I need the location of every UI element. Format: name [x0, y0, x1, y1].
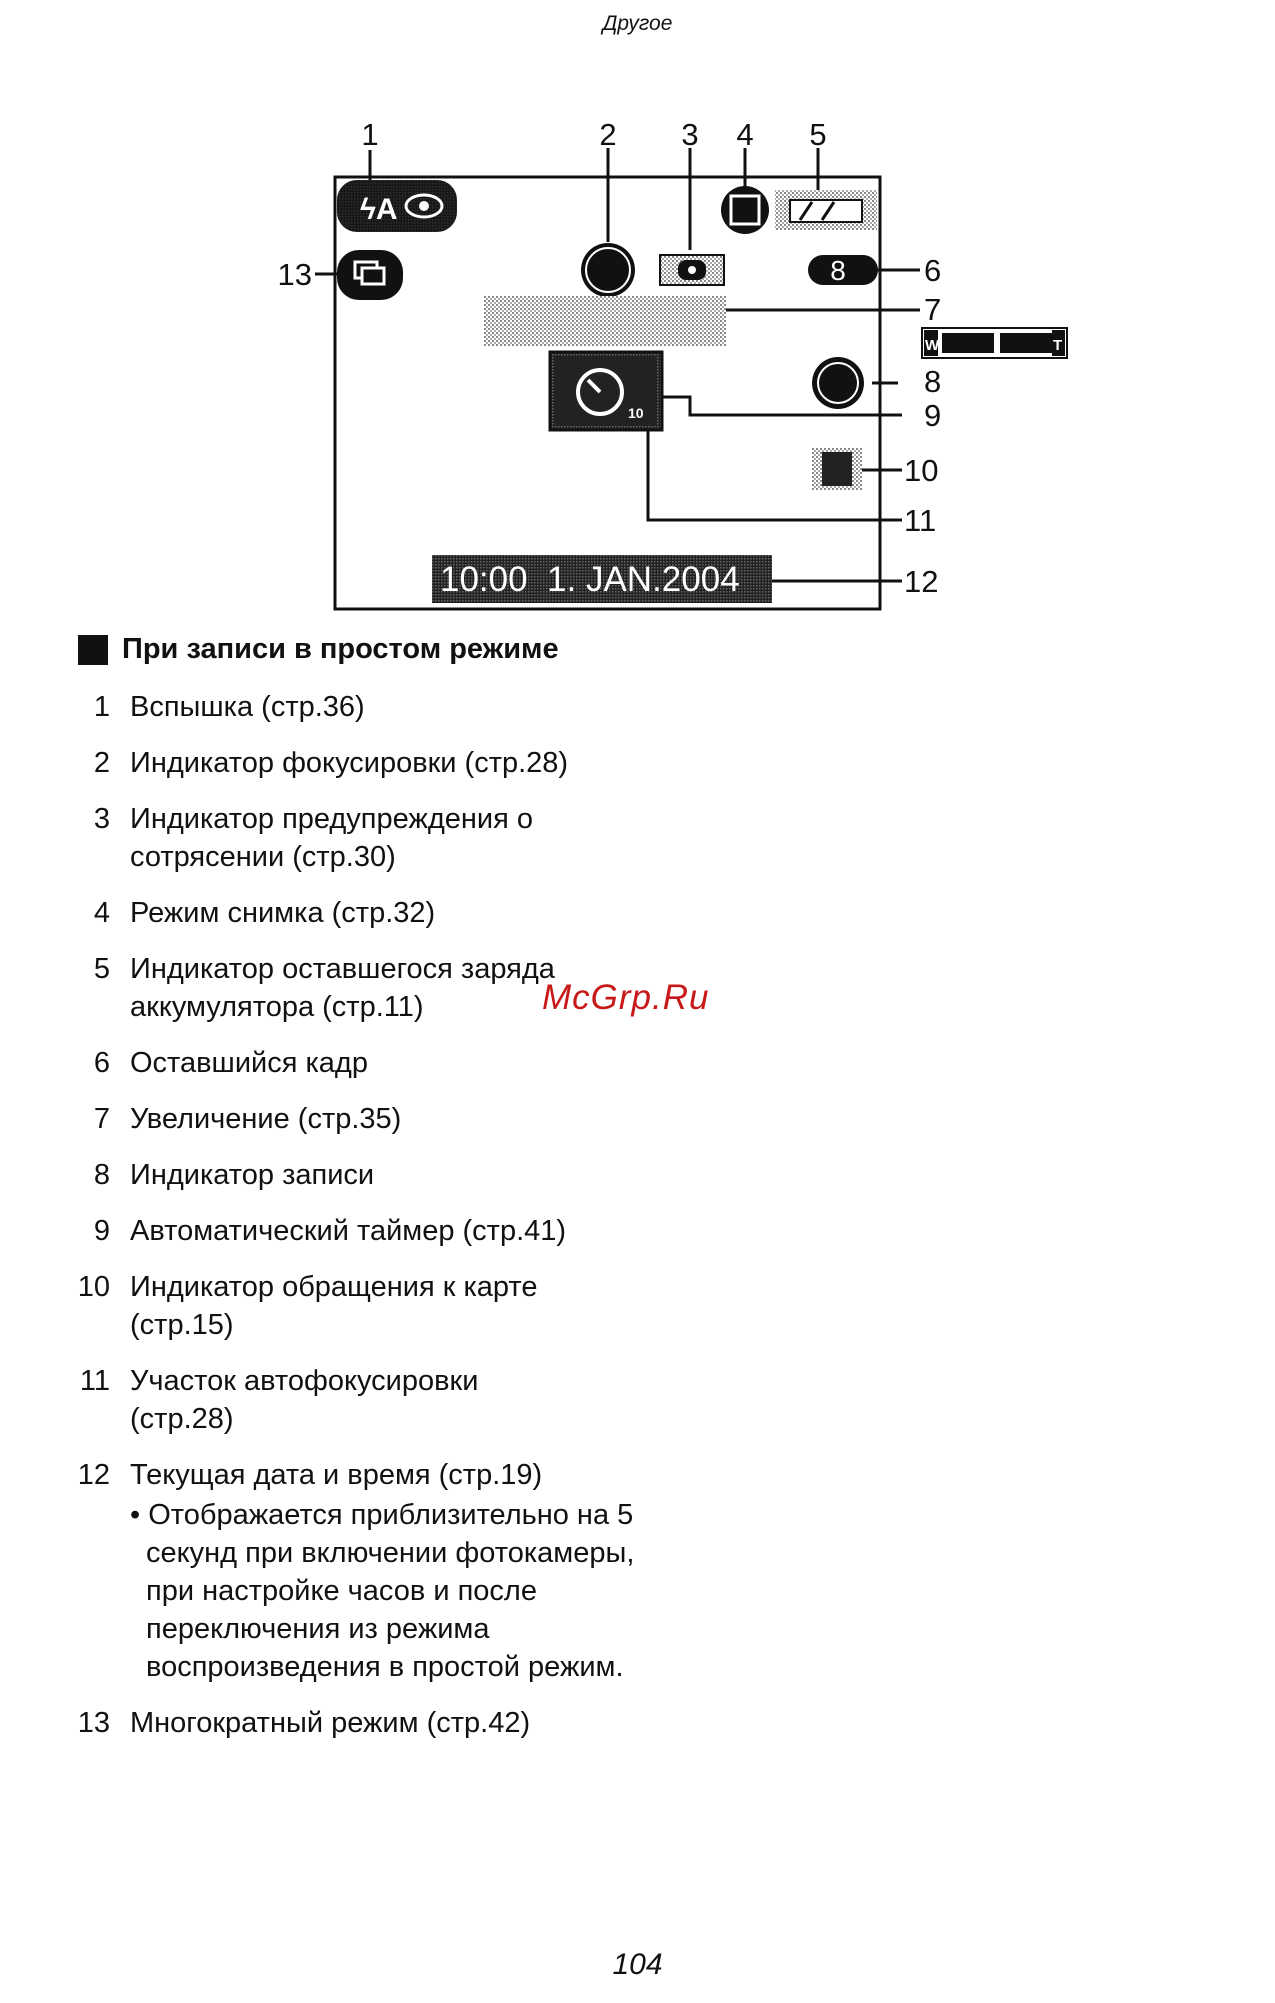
list-item: 2 Индикатор фокусировки (стр.28) [93, 747, 569, 779]
datetime-text: 10:00 1. JAN.2004 [440, 560, 740, 599]
callout-10: 10 [904, 453, 939, 488]
callout-3: 3 [681, 117, 699, 152]
callout-11: 11 [904, 503, 937, 538]
list-item: 7 Увеличение (стр.35) [93, 1103, 402, 1135]
callout-6: 6 [924, 253, 942, 288]
legend-list [66, 688, 686, 1760]
list-item: 4 Режим снимка (стр.32) [93, 897, 436, 929]
callout-4: 4 [736, 117, 754, 152]
section-heading [78, 633, 559, 666]
callout-12: 12 [904, 564, 939, 599]
callout-8: 8 [924, 364, 942, 399]
page-number: 104 [612, 1948, 663, 1981]
list-item: 12 Текущая дата и время (стр.19) • Отображается приблизительно на 5 секунд при включении фотокамеры, при настройке часов и после переключения из режима воспроизведения в простой режим. [66, 1456, 686, 1686]
list-item: 3 Индикатор предупреждения о сотрясении (стр.30) [93, 803, 533, 873]
list-item: 5 Индикатор оставшегося заряда аккумулятора (стр.11) [93, 953, 555, 1023]
bullet-note: • Отображается приблизительно на 5 секунд при включении фотокамеры, при настройке часов и после переключения из режима воспроизведения в простой режим. [130, 1499, 635, 1683]
camera-lcd-diagram [0, 0, 1275, 620]
page-header: Другое [602, 12, 673, 35]
section-marker-icon [78, 635, 108, 665]
remaining-frames-value: 8 [830, 255, 846, 286]
record-indicator-icon [812, 357, 864, 409]
callout-9: 9 [924, 398, 942, 433]
callout-1: 1 [361, 117, 379, 152]
list-item: 6 Оставшийся кадр [93, 1047, 368, 1079]
self-timer-seconds: 10 [628, 405, 644, 421]
list-item: 1 Вспышка (стр.36) [93, 691, 365, 723]
list-item: 10 Индикатор обращения к карте (стр.15) [77, 1271, 538, 1341]
list-item: 9 Автоматический таймер (стр.41) [93, 1215, 567, 1247]
focus-indicator-icon [581, 243, 635, 297]
watermark: McGrp.Ru [542, 978, 710, 1017]
zoom-tele-label: T [1053, 337, 1063, 354]
list-item: 13 Многократный режим (стр.42) [77, 1707, 531, 1739]
zoom-area [484, 296, 726, 346]
callout-5: 5 [809, 117, 827, 152]
list-item: 8 Индикатор записи [93, 1159, 375, 1191]
callout-7: 7 [924, 292, 942, 327]
zoom-wide-label: W [925, 337, 940, 354]
section-title: При записи в простом режиме [122, 633, 559, 665]
list-item: 11 Участок автофокусировки (стр.28) [79, 1365, 479, 1435]
flash-label: ϟA [360, 193, 398, 226]
callout-2: 2 [599, 117, 617, 152]
callout-13: 13 [277, 257, 312, 292]
